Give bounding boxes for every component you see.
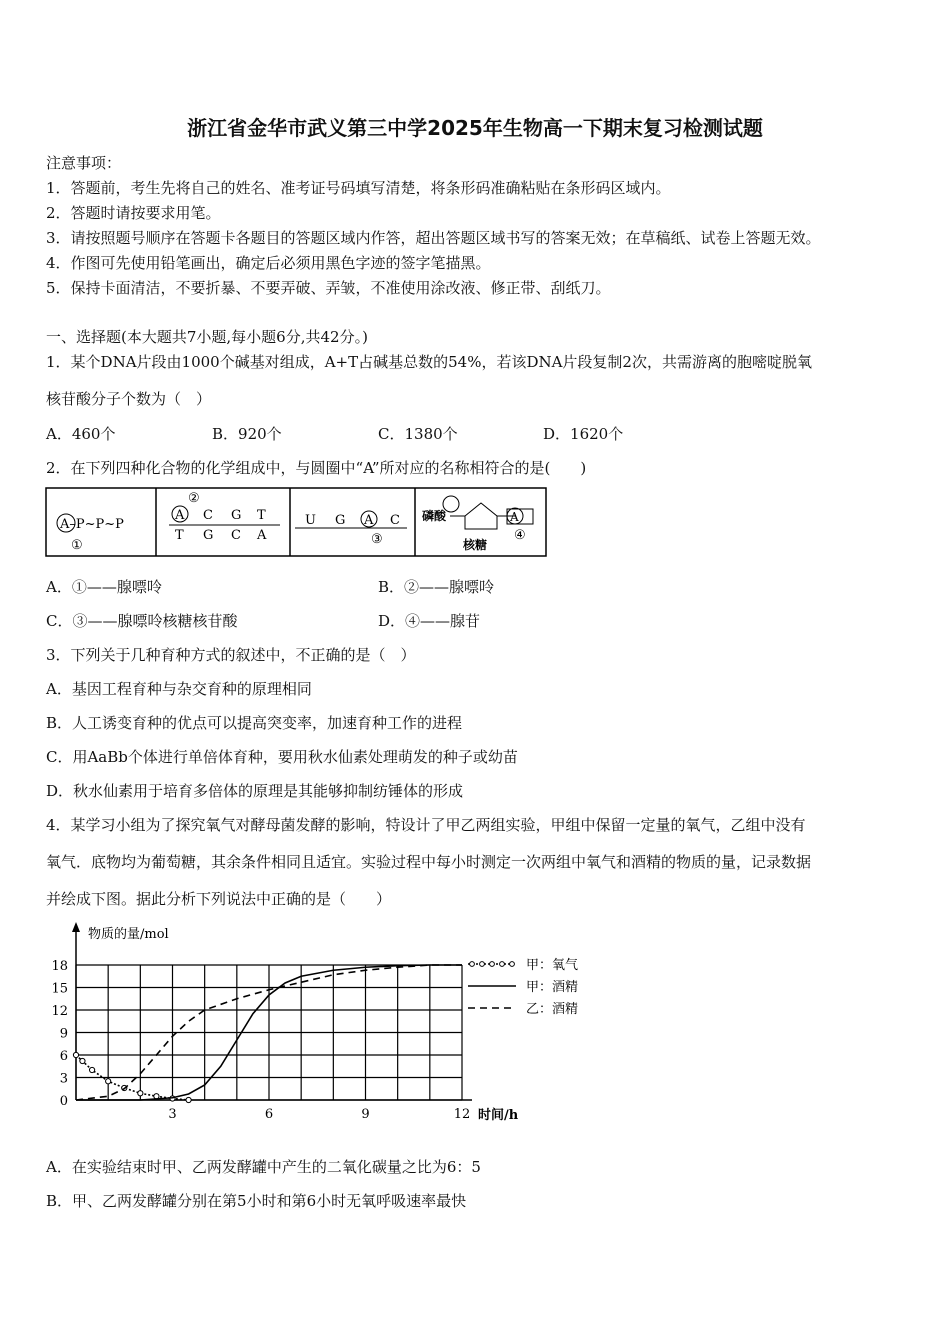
- note-item: 4．作图可先使用铅笔画出，确定后必须用黑色字迹的签字笔描黑。: [46, 254, 491, 272]
- q2-option-d: D．④——腺苷: [378, 612, 481, 630]
- y-tick-label: 6: [59, 1049, 68, 1064]
- q2-compound-figure: [45, 487, 547, 559]
- y-axis-arrow: [72, 922, 80, 932]
- q4-stem: 氧气．底物均为葡萄糖，其余条件相同且适宜。实验过程中每小时测定一次两组中氧气和酒精的物质的量，记录数据: [46, 853, 812, 871]
- legend-label: 甲：酒精: [526, 980, 579, 995]
- p1-label: ①: [71, 538, 83, 553]
- y-tick-label: 0: [59, 1094, 68, 1109]
- q2-option-c: C．③——腺嘌呤核糖核苷酸: [46, 612, 238, 630]
- legend-marker: [510, 962, 515, 967]
- legend-marker: [480, 962, 485, 967]
- p4-sugar: 核糖: [463, 538, 488, 552]
- q1-option-c: C．1380个: [378, 425, 458, 443]
- data-point: [138, 1091, 143, 1096]
- y-tick-label: 12: [51, 1004, 68, 1019]
- chart-ticks: [51, 959, 470, 1122]
- note-item: 1．答题前，考生先将自己的姓名、准考证号码填写清楚，将条形码准确粘贴在条形码区域内。: [46, 179, 671, 197]
- q2-panel-4: [422, 496, 533, 552]
- y-tick-label: 18: [51, 959, 68, 974]
- p4-phosphate: 磷酸: [422, 509, 447, 523]
- q1-option-d: D．1620个: [543, 425, 624, 443]
- q1-option-b: B．920个: [212, 425, 282, 443]
- q1-stem: 核苷酸分子个数为（ ）: [46, 390, 212, 408]
- note-item: 2．答题时请按要求用笔。: [46, 204, 221, 222]
- p3-label: ③: [371, 532, 383, 547]
- notes-heading: 注意事项：: [46, 154, 122, 172]
- p2-label: ②: [188, 491, 200, 506]
- page-title: 浙江省金华市武义第三中学2025年生物高一下期末复习检测试题: [187, 116, 763, 140]
- q3-option-a: A．基因工程育种与杂交育种的原理相同: [46, 680, 312, 698]
- p2-top-base: G: [231, 508, 242, 523]
- p3-base: A: [364, 513, 374, 528]
- q2-panel-2: [169, 491, 280, 543]
- x-tick-label: 6: [264, 1107, 274, 1122]
- p1-chain: A–P~P~P: [60, 517, 124, 532]
- chart-series: [73, 965, 462, 1103]
- p2-bottom-base: C: [231, 528, 241, 543]
- legend-marker: [470, 962, 475, 967]
- chart-legend: [468, 958, 578, 1017]
- q2-stem: 2．在下列四种化合物的化学组成中，与圆圈中“A”所对应的名称相符合的是( ): [46, 459, 587, 477]
- q4-line-chart: [50, 918, 610, 1128]
- p2-bottom-base: T: [175, 528, 184, 543]
- p2-top-base: A: [175, 508, 185, 523]
- y-tick-label: 9: [59, 1026, 68, 1042]
- y-tick-label: 15: [51, 981, 68, 997]
- legend-marker: [500, 962, 505, 967]
- q4-stem: 4．某学习小组为了探究氧气对酵母菌发酵的影响，特设计了甲乙两组实验，甲组中保留一定量的氧气，乙组中没有: [46, 816, 806, 834]
- note-item: 3．请按照题号顺序在答题卡各题目的答题区域内作答，超出答题区域书写的答案无效；在草稿纸、试卷上答题无效。: [46, 229, 821, 247]
- p2-bottom-base: G: [203, 528, 214, 543]
- q2-panel-3: [295, 511, 407, 547]
- section-heading: 一、选择题(本大题共7小题,每小题6分,共42分。): [46, 328, 368, 346]
- data-point: [73, 1052, 78, 1057]
- p3-base: C: [390, 513, 400, 528]
- data-point: [80, 1058, 85, 1063]
- p3-base: U: [305, 513, 316, 528]
- p4-label: ④: [514, 528, 526, 543]
- p3-base: G: [335, 513, 346, 528]
- data-point: [106, 1079, 111, 1084]
- y-axis-label: 物质的量/mol: [88, 927, 169, 942]
- x-axis-label: 时间/h: [478, 1108, 519, 1123]
- data-point: [186, 1097, 191, 1102]
- p2-top-base: T: [257, 508, 266, 523]
- x-tick-label: 9: [361, 1107, 370, 1122]
- q3-option-d: D．秋水仙素用于培育多倍体的原理是其能够抑制纺锤体的形成: [46, 782, 464, 800]
- q4-option-b: B．甲、乙两发酵罐分别在第5小时和第6小时无氧呼吸速率最快: [46, 1192, 467, 1210]
- p2-bottom-base: A: [257, 528, 267, 543]
- x-tick-label: 12: [453, 1107, 471, 1122]
- q4-option-a: A．在实验结束时甲、乙两发酵罐中产生的二氧化碳量之比为6：5: [46, 1158, 481, 1176]
- q1-option-a: A．460个: [46, 425, 116, 443]
- legend-label: 甲：氧气: [526, 958, 579, 973]
- q2-option-b: B．②——腺嘌呤: [378, 578, 495, 596]
- q4-stem: 并绘成下图。据此分析下列说法中正确的是（ ）: [46, 890, 392, 908]
- y-tick-label: 3: [59, 1071, 68, 1087]
- q3-option-b: B．人工诱变育种的优点可以提高突变率，加速育种工作的进程: [46, 714, 463, 732]
- p2-top-base: C: [203, 508, 213, 523]
- q3-stem: 3．下列关于几种育种方式的叙述中，不正确的是（ ）: [46, 646, 416, 664]
- legend-label: 乙：酒精: [526, 1002, 579, 1017]
- q3-option-c: C．用AaBb个体进行单倍体育种，要用秋水仙素处理萌发的种子或幼苗: [46, 748, 518, 766]
- chart-axes: [72, 922, 472, 1100]
- q1-stem: 1．某个DNA片段由1000个碱基对组成，A+T占碱基总数的54%，若该DNA片段复制2次，共需游离的胞嘧啶脱氧: [46, 353, 812, 371]
- q2-panel-1: [57, 514, 124, 553]
- p4-base: A: [510, 510, 519, 524]
- x-tick-label: 3: [168, 1107, 177, 1122]
- q2-option-a: A．①——腺嘌呤: [46, 578, 162, 596]
- legend-marker: [490, 962, 495, 967]
- note-item: 5．保持卡面清洁，不要折暴、不要弄破、弄皱，不准使用涂改液、修正带、刮纸刀。: [46, 279, 611, 297]
- data-point: [89, 1067, 94, 1072]
